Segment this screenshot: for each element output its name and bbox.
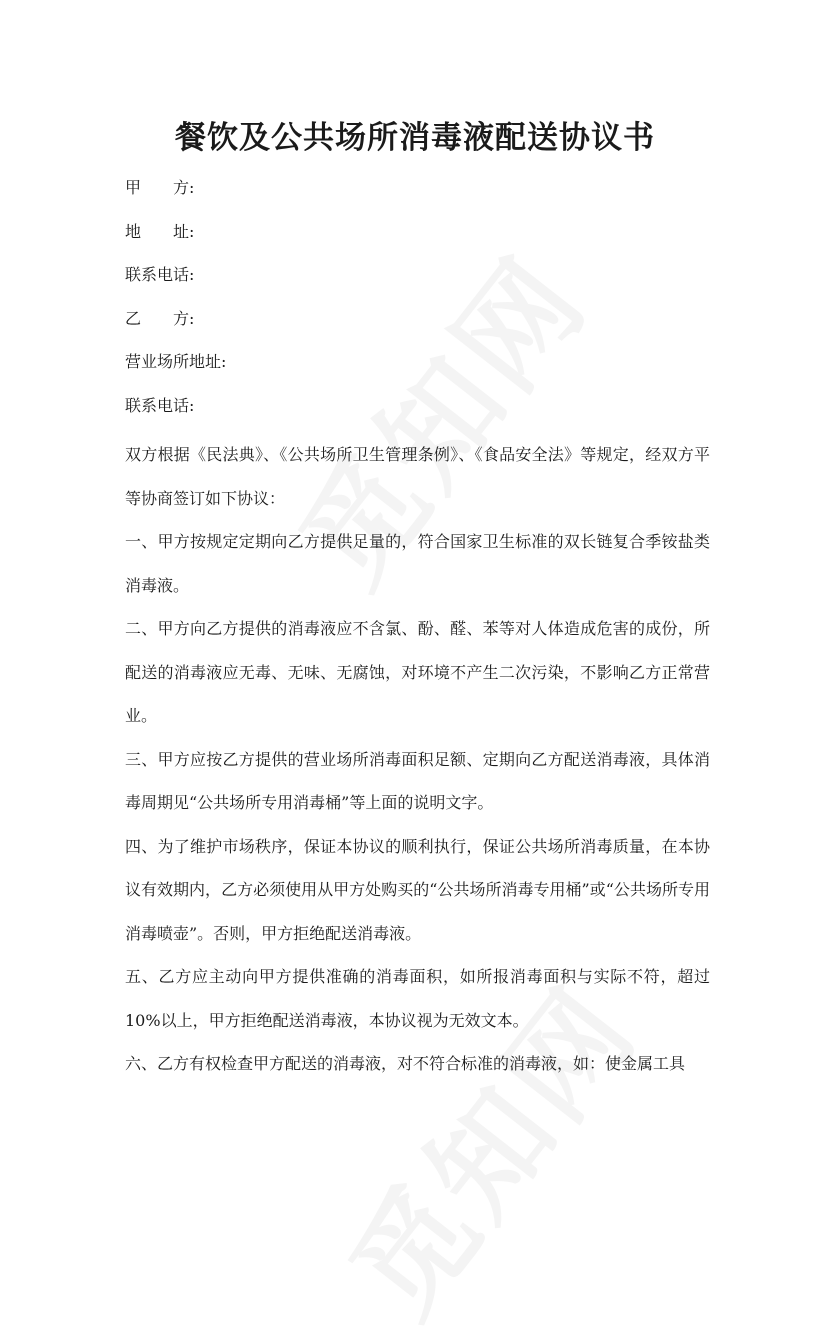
clause-5: 五、乙方应主动向甲方提供准确的消毒面积，如所报消毒面积与实际不符，超过10%以上，甲方拒绝配送消毒液，本协议视为无效文本。 [125,967,710,1030]
preamble-paragraph: 双方根据《民法典》、《公共场所卫生管理条例》、《食品安全法》等规定，经双方平等协商签订如下协议： [125,445,710,508]
document-body [125,172,710,1086]
address-field: 地 址: [125,221,195,241]
business-address-field: 营业场所地址: [125,352,227,371]
party-a-field: 甲 方: [125,178,195,197]
party-b-phone-field: 联系电话: [125,395,195,415]
clause-4: 四、为了维护市场秩序，保证本协议的顺利执行，保证公共场所消毒质量，在本协议有效期内，乙方必须使用从甲方处购买的“公共场所消毒专用桶”或“公共场所专用消毒喷壶”。否则，甲方拒绝配送消毒液。 [125,836,710,943]
clause-2: 二、甲方向乙方提供的消毒液应不含氯、酚、醛、苯等对人体造成危害的成份，所配送的消毒液应无毒、无味、无腐蚀，对环境不产生二次污染，不影响乙方正常营业。 [125,619,710,725]
clause-6: 六、乙方有权检查甲方配送的消毒液，对不符合标准的消毒液，如：使金属工具 [125,1054,686,1073]
clause-1: 一、甲方按规定定期向乙方提供足量的，符合国家卫生标准的双长链复合季铵盐类消毒液。 [125,532,710,595]
clause-3: 三、甲方应按乙方提供的营业场所消毒面积足额、定期向乙方配送消毒液，具体消毒周期见“公共场所专用消毒桶”等上面的说明文字。 [125,749,710,812]
document-title: 餐饮及公共场所消毒液配送协议书 [175,120,655,156]
party-a-phone-field: 联系电话: [125,265,195,284]
party-b-field: 乙 方: [125,308,195,328]
